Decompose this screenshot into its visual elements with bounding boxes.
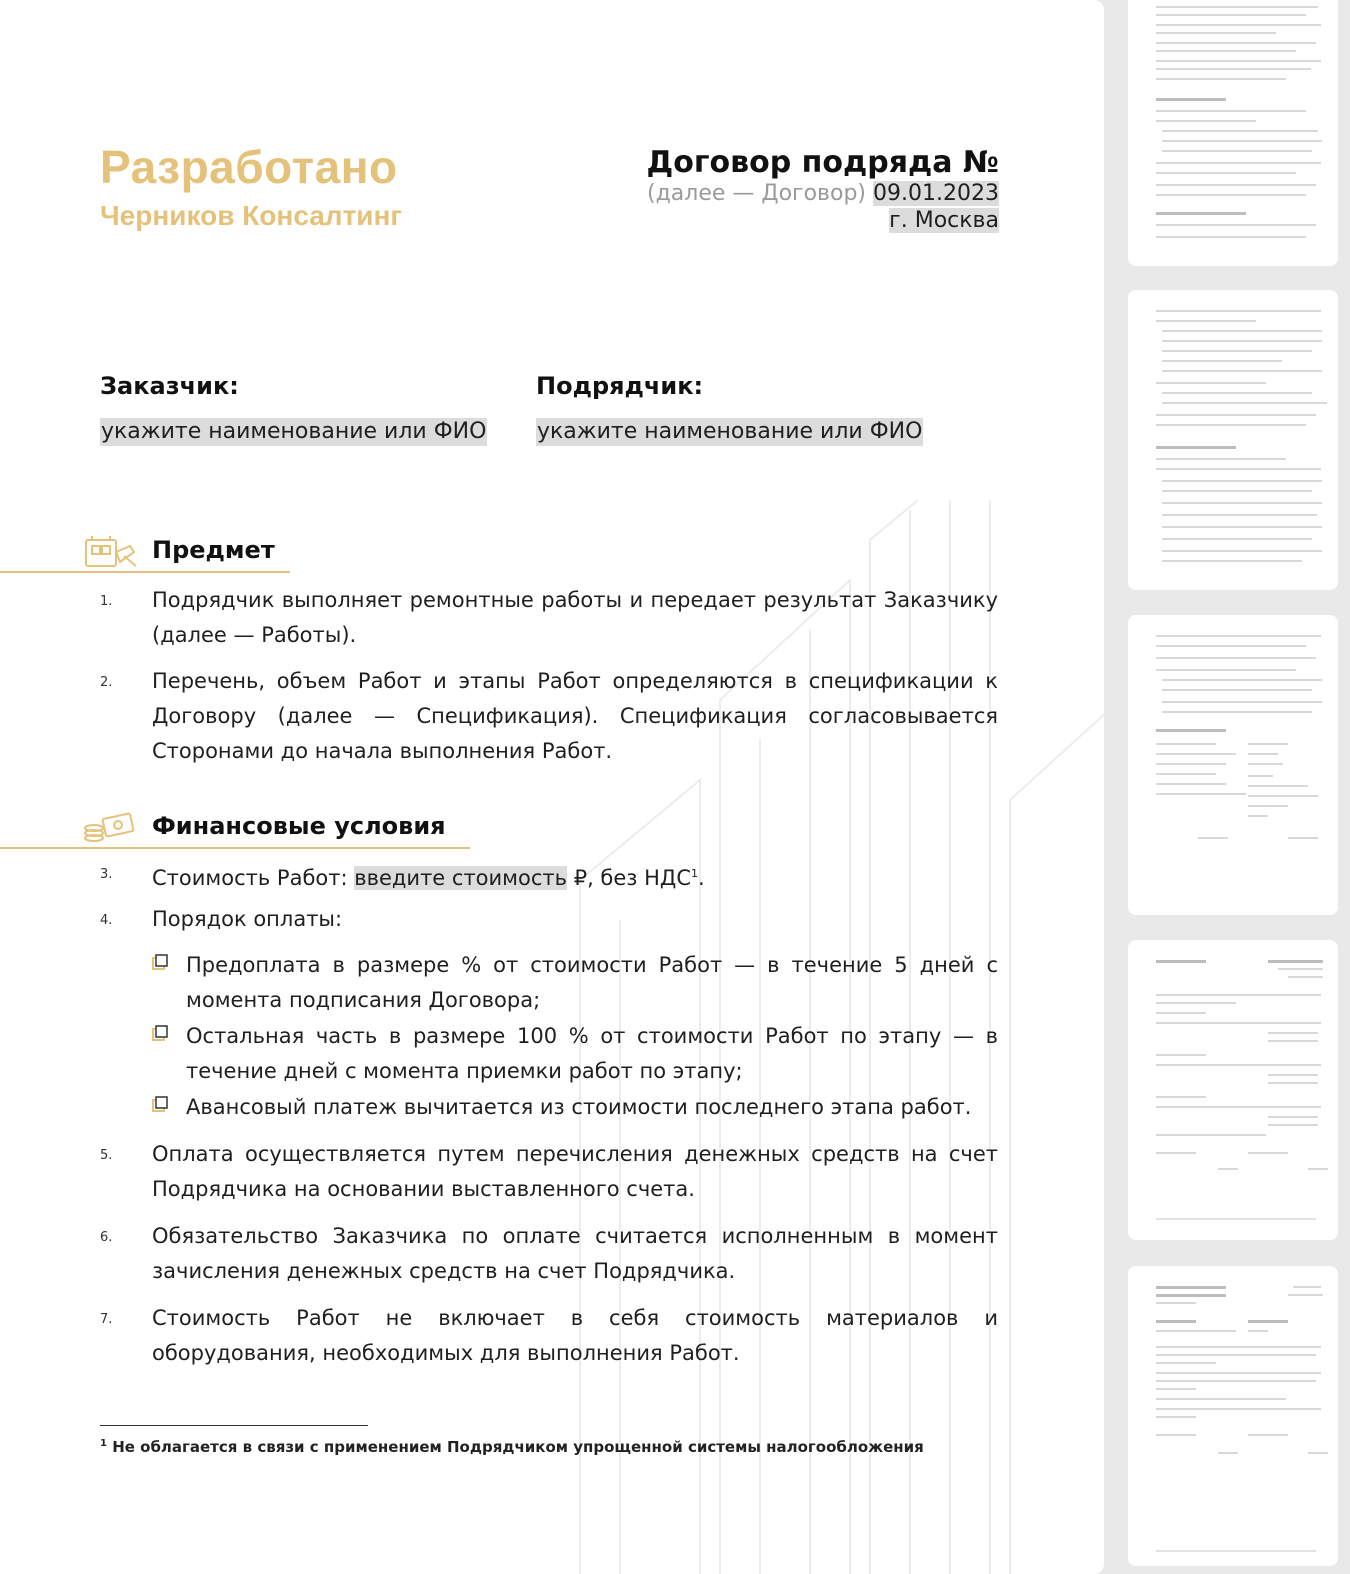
item-text: Стоимость Работ не включает в себя стоимость материалов и оборудования, необходимых для выполнения Работ.	[152, 1306, 998, 1365]
section-underline	[0, 571, 290, 573]
sub-item-text: Авансовый платеж вычитается из стоимости последнего этапа работ.	[186, 1095, 972, 1119]
list-item	[100, 583, 998, 653]
customer-label: Заказчик:	[100, 372, 239, 400]
checkbox-icon	[152, 1096, 168, 1112]
item-text: Перечень, объем Работ и этапы Работ определяются в спецификации к Договору (далее — Спецификация). Спецификация согласовывается Сторонами до начала выполнения Работ.	[152, 669, 998, 763]
item-text: Подрядчик выполняет ремонтные работы и передает результат Заказчику (далее — Работы).	[152, 588, 998, 647]
item-text	[152, 856, 998, 896]
page-thumbnail[interactable]	[1128, 940, 1338, 1240]
page-thumbnail[interactable]	[1128, 615, 1338, 915]
footnote-ref[interactable]: 1	[691, 867, 698, 880]
footnote	[100, 1438, 924, 1456]
cost-input[interactable]: введите стоимость	[354, 866, 568, 890]
cost-end: .	[698, 866, 705, 890]
item-number: 1.	[100, 594, 113, 609]
contractor-block	[536, 372, 923, 446]
brand-title: Разработано	[100, 141, 398, 193]
money-icon	[78, 808, 138, 848]
page-thumbnail[interactable]	[1128, 1266, 1338, 1566]
checkbox-icon	[152, 1025, 168, 1041]
list-item	[100, 1301, 998, 1371]
contractor-label: Подрядчик:	[536, 372, 704, 400]
list-item	[100, 664, 998, 769]
page-thumbnail[interactable]	[1128, 290, 1338, 590]
customer-name-field[interactable]: укажите наименование или ФИО	[101, 419, 487, 444]
section-underline	[0, 847, 470, 849]
document-meta	[647, 180, 999, 234]
sub-item-text: Предоплата в размере % от стоимости Работ — в течение 5 дней с момента подписания Договора;	[186, 953, 998, 1012]
checkbox-icon	[152, 954, 168, 970]
item-text: Порядок оплаты:	[152, 907, 343, 931]
item-number: 3.	[100, 867, 113, 882]
page-thumbnail[interactable]	[1128, 0, 1338, 266]
sub-item-text: Остальная часть в размере 100 % от стоимости Работ по этапу — в течение дней с момента приемки работ по этапу;	[186, 1024, 998, 1083]
document-title: Договор подряда №	[646, 145, 999, 180]
section-subject-title: Предмет	[152, 536, 275, 564]
brand-subtitle: Черников Консалтинг	[100, 200, 403, 231]
sub-list-item	[152, 948, 998, 1018]
cost-suffix: ₽, без НДС	[567, 866, 691, 890]
footnote-text: Не облагается в связи с применением Подрядчиком упрощенной системы налогообложения	[106, 1438, 924, 1456]
section-finance-title: Финансовые условия	[152, 812, 446, 840]
list-item	[100, 1137, 998, 1207]
item-text: Обязательство Заказчика по оплате считается исполненным в момент зачисления денежных средств на счет Подрядчика.	[152, 1224, 998, 1283]
item-number: 6.	[100, 1230, 113, 1245]
document-date[interactable]: 09.01.2023	[873, 181, 999, 206]
customer-block	[100, 372, 487, 446]
cost-prefix: Стоимость Работ:	[152, 866, 355, 890]
tools-icon	[78, 532, 138, 572]
document-alias: (далее — Договор)	[646, 181, 867, 206]
sub-list-item	[152, 1090, 998, 1125]
list-item	[100, 902, 998, 937]
item-number: 2.	[100, 675, 113, 690]
sub-list-item	[152, 1019, 998, 1089]
item-number: 7.	[100, 1312, 113, 1327]
document-city[interactable]: г. Москва	[889, 208, 999, 233]
contractor-name-field[interactable]: укажите наименование или ФИО	[537, 419, 923, 444]
item-number: 4.	[100, 913, 113, 928]
footnote-divider	[100, 1425, 368, 1426]
list-item	[100, 856, 998, 896]
footnote-mark: 1	[100, 1438, 107, 1449]
item-number: 5.	[100, 1148, 113, 1163]
item-text: Оплата осуществляется путем перечисления денежных средств на счет Подрядчика на основании выставленного счета.	[152, 1142, 998, 1201]
list-item	[100, 1219, 998, 1289]
